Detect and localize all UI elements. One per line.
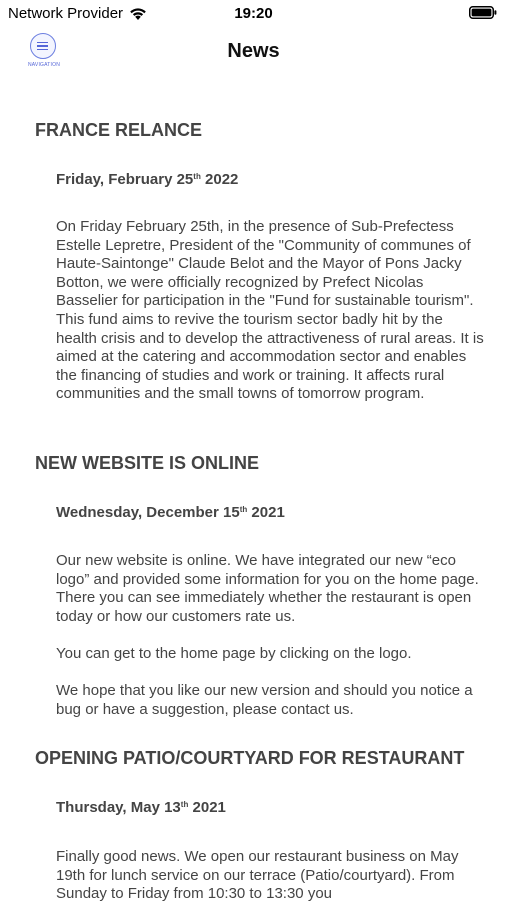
- article-date: Wednesday, December 15th 2021: [56, 504, 285, 521]
- navigation-caption: NAVIGATION: [27, 62, 61, 68]
- article-paragraph: Our new website is online. We have integrated our new “eco logo” and provided some information for you on the home page. There you can see immediately whether the restaurant is open today or how our customers rate us.: [56, 552, 479, 625]
- news-content[interactable]: [0, 76, 507, 903]
- page-title: News: [227, 40, 280, 62]
- article-paragraph: We hope that you like our new version and should you notice a bug or have a suggestion, please contact us.: [56, 682, 473, 718]
- carrier-name: Network Provider: [8, 5, 124, 22]
- navigation-bar: [0, 28, 507, 76]
- battery-icon: [469, 6, 497, 19]
- article-paragraph: Finally good news. We open our restaurant business on May 19th for lunch service on our terrace (Patio/courtyard). From Sunday to Friday from 10:30 to 13:30 you: [56, 848, 459, 903]
- article-title: OPENING PATIO/COURTYARD FOR RESTAURANT: [35, 748, 465, 768]
- article-title: NEW WEBSITE IS ONLINE: [35, 453, 260, 473]
- article-paragraph: You can get to the home page by clicking on the logo.: [56, 645, 412, 662]
- status-time: 19:20: [234, 5, 273, 22]
- status-bar: [0, 0, 507, 28]
- article-title: FRANCE RELANCE: [35, 120, 203, 140]
- article-date: Thursday, May 13th 2021: [56, 799, 226, 816]
- article-paragraph: On Friday February 25th, in the presence of Sub-Prefectess Estelle Lepretre, President of the "Community of communes of Haute-Saintonge" Claude Belot and the Mayor of Pons Jacky Botton, we were officially recognized by Prefect Nicolas Basselier for participation in the "Fund for sustainable tourism". This fund aims to revive the tourism sector badly hit by the health crisis and to develop the attractiveness of rural areas. It is aimed at the catering and accommodation sector and enables the financing of studies and work or training. It affects rural communities and the small towns of tomorrow program.: [56, 218, 484, 403]
- article-date: Friday, February 25th 2022: [56, 171, 239, 188]
